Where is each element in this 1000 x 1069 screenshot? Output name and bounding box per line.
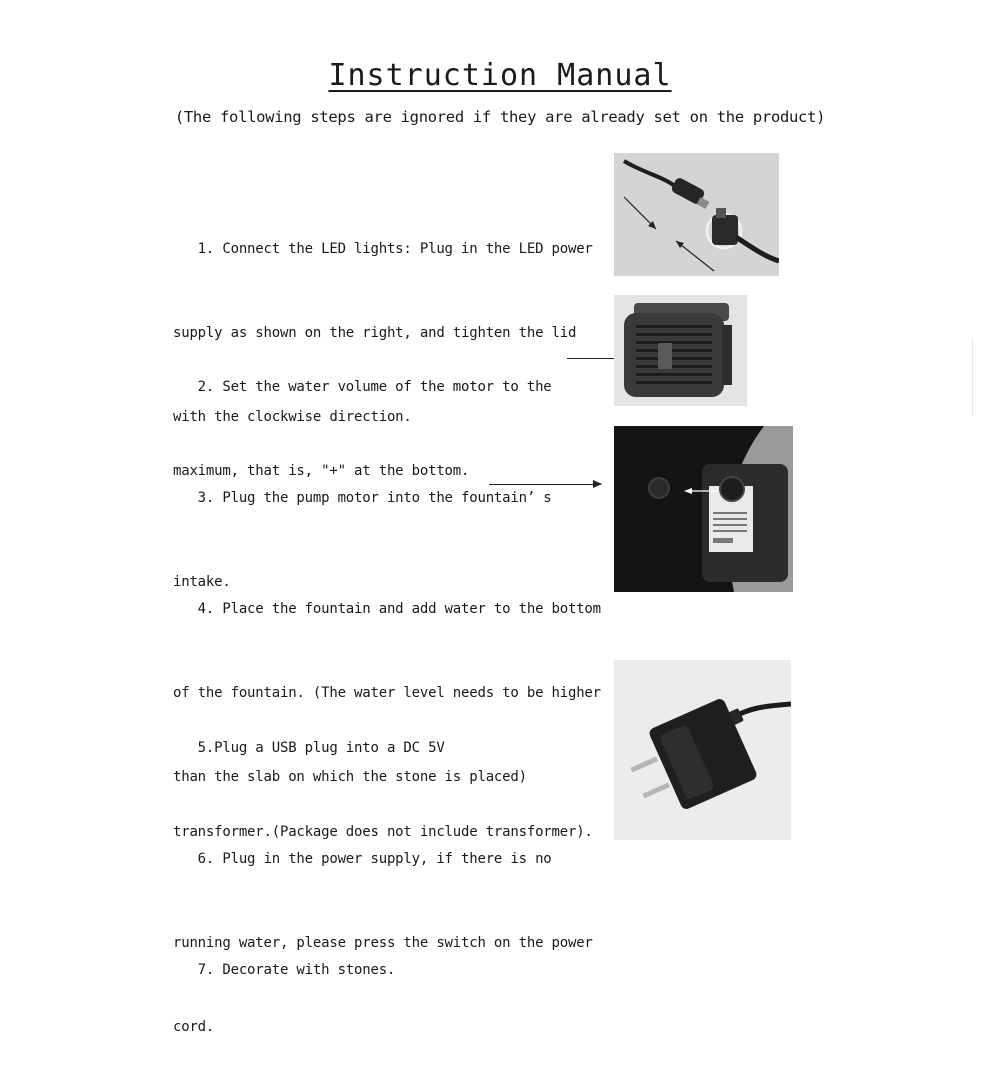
usb-adapter-photo [614,660,791,840]
page-edge-mark [972,338,973,416]
step-3-arrow [489,484,601,485]
step-5-text: 5.Plug a USB plug into a DC 5V transformer.(Package does not include transformer). [173,740,593,840]
led-connector-photo [614,153,779,276]
step-4-text: 4. Place the fountain and add water to the bottom of the fountain. (The water level needs to be higher than the slab on which the stone is placed) [173,601,601,785]
step-3-text: 3. Plug the pump motor into the fountain’ s intake. [173,490,552,590]
pump-motor-photo [614,295,747,406]
step-6-text: 6. Plug in the power supply, if there is no running water, please press the switch on the power cord. [173,851,593,1035]
step-1-text: 1. Connect the LED lights: Plug in the LED power supply as shown on the right, and tighten the lid with the clockwise direction. [173,241,593,425]
page-subtitle: (The following steps are ignored if they are already set on the product) [174,108,826,126]
step-2-text: 2. Set the water volume of the motor to the maximum, that is, "+" at the bottom. [173,379,552,479]
step-7-text: 7. Decorate with stones. [173,962,396,978]
page-title: Instruction Manual [328,58,672,93]
pump-intake-photo [614,426,793,592]
